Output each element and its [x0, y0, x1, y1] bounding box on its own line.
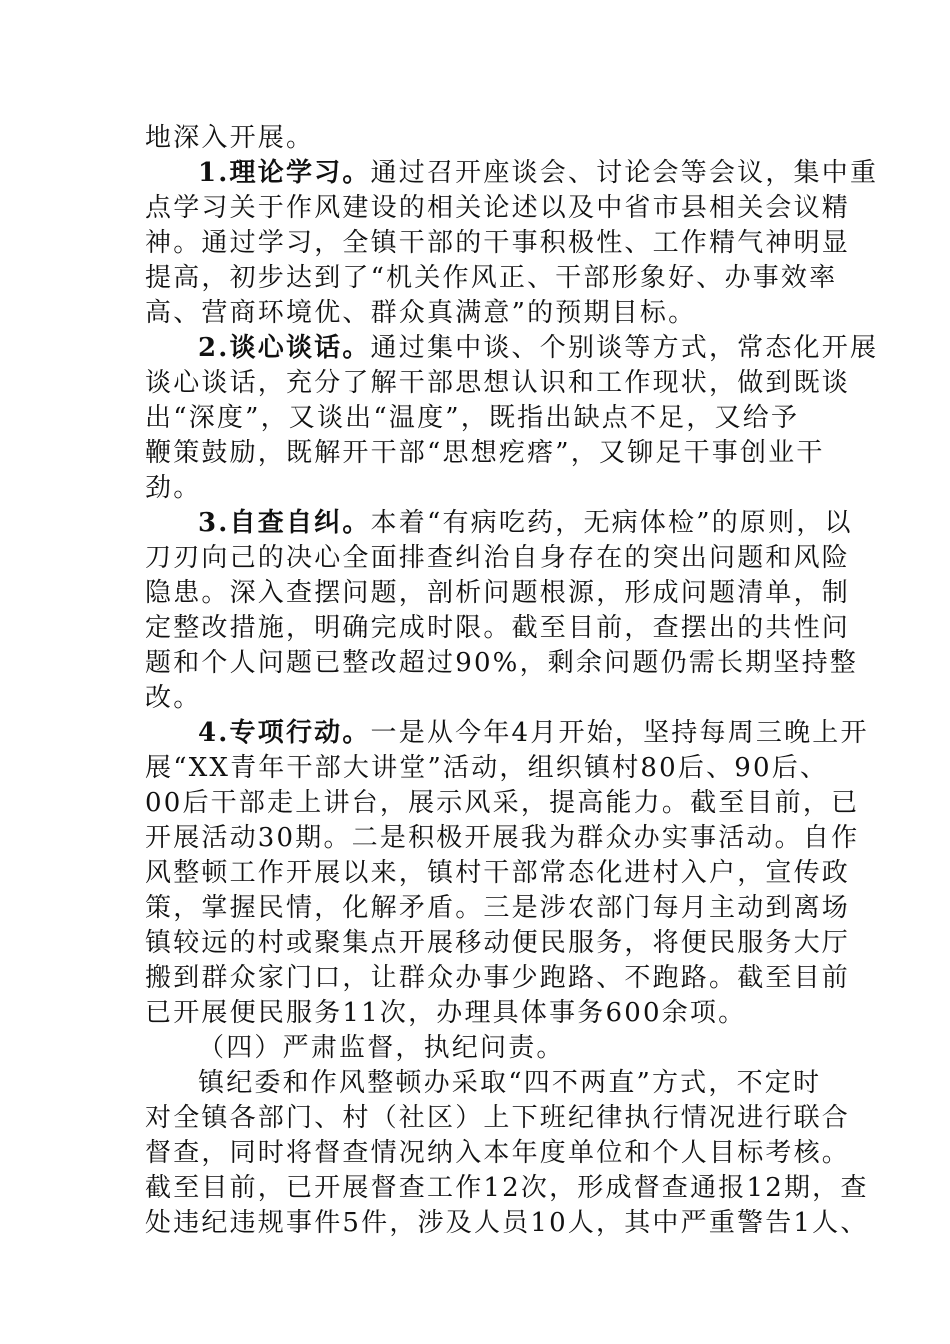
text-line	[145, 786, 860, 820]
line-text: 隐患。深入查摆问题，剖析问题根源，形成问题清单，制	[145, 578, 851, 608]
line-text: 开展活动30期。二是积极开展我为群众办实事活动。自作	[145, 823, 860, 853]
text-line	[145, 646, 858, 680]
line-text: 督查，同时将督查情况纳入本年度单位和个人目标考核。	[145, 1138, 851, 1168]
text-line	[145, 366, 851, 400]
section-heading: 4.专项行动。	[198, 718, 371, 748]
line-text: 地深入开展。	[145, 123, 315, 153]
text-line	[145, 121, 825, 155]
line-text: 本着“有病吃药，无病体检”的原则，以	[370, 508, 853, 538]
line-text: 提高，初步达到了“机关作风正、干部形象好、办事效率	[145, 263, 838, 293]
line-text: 搬到群众家门口，让群众办事少跑路、不跑路。截至目前	[145, 963, 851, 993]
line-text: 展“XX青年干部大讲堂”活动，组织镇村80后、90后、	[145, 753, 829, 783]
text-line	[145, 1206, 869, 1240]
text-line	[145, 856, 851, 890]
text-line	[145, 261, 838, 295]
section-heading-line	[198, 506, 853, 540]
text-line	[145, 191, 851, 225]
line-text: 风整顿工作开展以来，镇村干部常态化进村入户，宣传政	[145, 858, 851, 888]
text-line	[198, 1066, 825, 1100]
section-heading: 3.自查自纠。	[198, 508, 371, 538]
section-heading: 1.理论学习。	[198, 158, 371, 188]
text-line	[145, 471, 825, 505]
line-text: 刀刃向己的决心全面排查纠治自身存在的突出问题和风险	[145, 543, 851, 573]
section-heading: 2.谈心谈话。	[198, 333, 371, 363]
text-line	[145, 891, 851, 925]
text-line	[145, 296, 825, 330]
line-text: 处违纪违规事件5件，涉及人员10人，其中严重警告1人、	[145, 1208, 869, 1238]
line-text: 题和个人问题已整改超过90%，剩余问题仍需长期坚持整	[145, 648, 858, 678]
line-text: 通过召开座谈会、讨论会等会议，集中重	[370, 158, 879, 188]
line-text: （四）严肃监督，执纪问责。	[198, 1033, 565, 1063]
line-text: 定整改措施，明确完成时限。截至目前，查摆出的共性问	[145, 613, 851, 643]
line-text: 已开展便民服务11次，办理具体事务600余项。	[145, 998, 747, 1028]
text-line	[145, 611, 851, 645]
line-text: 劲。	[145, 473, 202, 503]
line-text: 截至目前，已开展督查工作12次，形成督查通报12期，查	[145, 1173, 869, 1203]
line-text: 策，掌握民情，化解矛盾。三是涉农部门每月主动到离场	[145, 893, 851, 923]
text-line	[145, 926, 851, 960]
text-line	[145, 1171, 869, 1205]
line-text: 改。	[145, 683, 202, 713]
section-heading-line	[198, 156, 879, 190]
text-line	[145, 751, 829, 785]
line-text: 鞭策鼓励，既解开干部“思想疙瘩”，又铆足干事创业干	[145, 438, 825, 468]
line-text: 对全镇各部门、村（社区）上下班纪律执行情况进行联合	[145, 1103, 851, 1133]
line-text: 镇较远的村或聚集点开展移动便民服务，将便民服务大厅	[145, 928, 851, 958]
text-line	[145, 436, 825, 470]
text-line	[145, 576, 851, 610]
text-line	[145, 681, 825, 715]
line-text: 点学习关于作风建设的相关论述以及中省市县相关会议精	[145, 193, 851, 223]
line-text: 高、营商环境优、群众真满意”的预期目标。	[145, 298, 697, 328]
section-heading-line	[198, 716, 869, 750]
text-line	[145, 821, 860, 855]
section-heading-line	[198, 331, 879, 365]
subsection-heading	[198, 1031, 825, 1065]
text-line	[145, 541, 851, 575]
line-text: 一是从今年4月开始，坚持每周三晚上开	[370, 718, 869, 748]
text-line	[145, 401, 825, 435]
line-text: 神。通过学习，全镇干部的干事积极性、工作精气神明显	[145, 228, 851, 258]
line-text: 镇纪委和作风整顿办采取“四不两直”方式，不定时	[198, 1068, 822, 1098]
line-text: 谈心谈话，充分了解干部思想认识和工作现状，做到既谈	[145, 368, 851, 398]
line-text: 00后干部走上讲台，展示风采，提高能力。截至目前，已	[145, 788, 860, 818]
text-line	[145, 226, 851, 260]
line-text: 出“深度”，又谈出“温度”，既指出缺点不足，又给予	[145, 403, 800, 433]
line-text: 通过集中谈、个别谈等方式，常态化开展	[370, 333, 879, 363]
text-line	[145, 1101, 851, 1135]
text-line	[145, 996, 825, 1030]
text-line	[145, 1136, 851, 1170]
text-line	[145, 961, 851, 995]
